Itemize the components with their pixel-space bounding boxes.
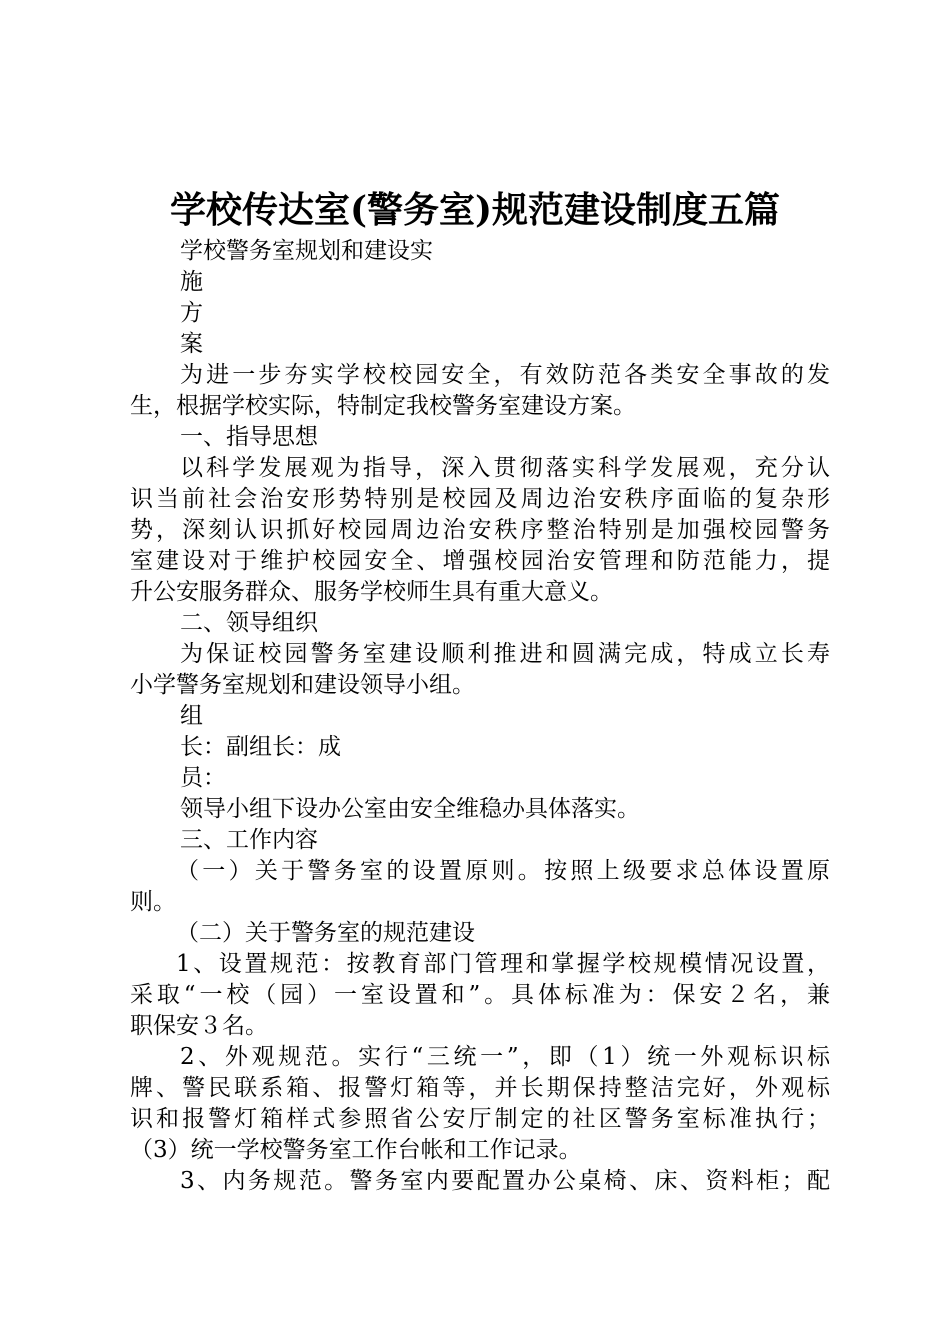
paragraph-line: 职保安３名。 [130, 1013, 268, 1039]
paragraph-line: 室建设对于维护校园安全、增强校园治安管理和防范能力，提 [130, 548, 830, 574]
subtitle-line-4: 案 [180, 331, 203, 357]
paragraph-line: （3）统一学校警务室工作台帐和工作记录。 [130, 1137, 582, 1163]
paragraph-line: 为保证校园警务室建设顺利推进和圆满完成，特成立长寿 [180, 641, 830, 667]
paragraph-line: 领导小组下设办公室由安全维稳办具体落实。 [180, 796, 640, 822]
document-title: 学校传达室(警务室)规范建设制度五篇 [169, 189, 781, 231]
paragraph-line: 长：副组长：成 [180, 734, 341, 760]
paragraph-line: 以科学发展观为指导，深入贯彻落实科学发展观，充分认 [180, 455, 830, 481]
paragraph-line: 生，根据学校实际，特制定我校警务室建设方案。 [130, 393, 636, 419]
section-heading: 三、工作内容 [180, 827, 318, 853]
paragraph-line: 采取“一校（园）一室设置和”。具体标准为：保安２名，兼 [130, 982, 830, 1008]
document-body [130, 236, 830, 1197]
section-heading: 二、领导组织 [180, 610, 318, 636]
paragraph-line: 组 [180, 703, 203, 729]
paragraph-line: 员： [180, 765, 226, 791]
paragraph-line: 小学警务室规划和建设领导小组。 [130, 672, 475, 698]
paragraph-line: 1、设置规范：按教育部门管理和掌握学校规模情况设置， [176, 951, 830, 977]
subtitle-line-3: 方 [180, 300, 203, 326]
subtitle-line-2: 施 [180, 269, 203, 295]
subsection-heading: （二）关于警务室的规范建设 [176, 920, 475, 946]
paragraph-line: 则。 [130, 889, 176, 915]
paragraph-line: 升公安服务群众、服务学校师生具有重大意义。 [130, 579, 613, 605]
paragraph-line: 2、外观规范。实行“三统一”，即（1）统一外观标识标 [180, 1044, 830, 1070]
section-heading: 一、指导思想 [180, 424, 318, 450]
paragraph-line: 3、内务规范。警务室内要配置办公桌椅、床、资料柜；配 [180, 1168, 830, 1194]
subtitle-line-1: 学校警务室规划和建设实 [180, 238, 433, 264]
paragraph-line: 识当前社会治安形势特别是校园及周边治安秩序面临的复杂形 [130, 486, 830, 512]
paragraph-line: 牌、警民联系箱、报警灯箱等，并长期保持整洁完好，外观标 [130, 1075, 830, 1101]
paragraph-line: 为进一步夯实学校校园安全，有效防范各类安全事故的发 [180, 362, 830, 388]
paragraph-line: （一）关于警务室的设置原则。按照上级要求总体设置原 [176, 858, 830, 884]
paragraph-line: 识和报警灯箱样式参照省公安厅制定的社区警务室标准执行； [130, 1106, 830, 1132]
paragraph-line: 势，深刻认识抓好校园周边治安秩序整治特别是加强校园警务 [130, 517, 830, 543]
